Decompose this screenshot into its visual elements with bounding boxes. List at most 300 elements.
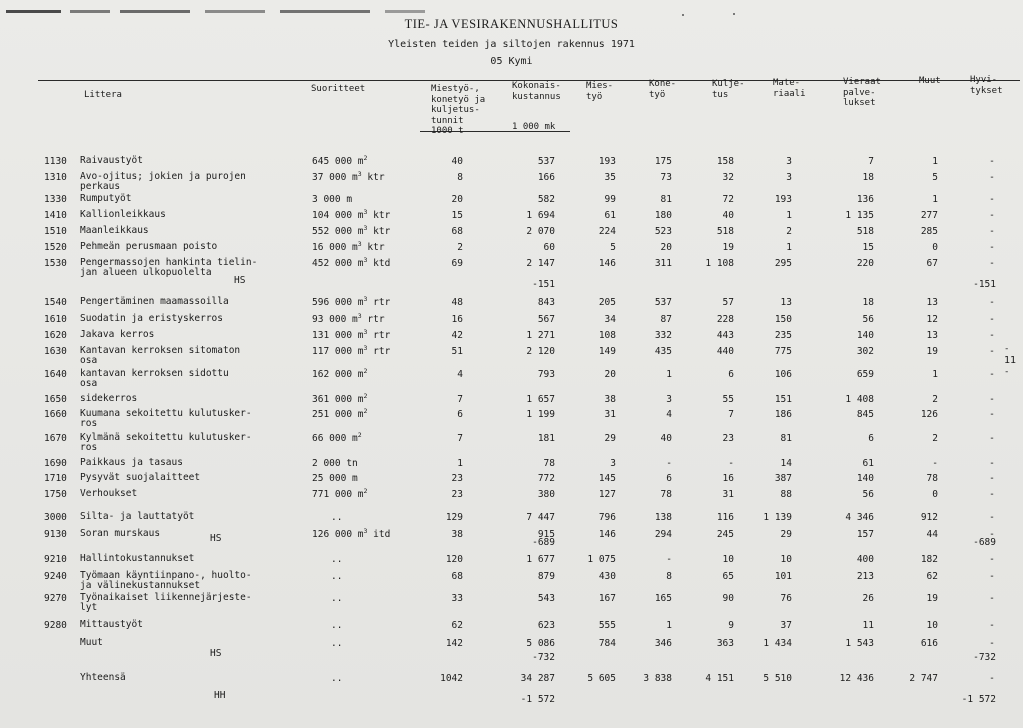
row-value-vie: 400 (856, 554, 874, 565)
row-value-kulj: 158 (716, 156, 734, 167)
row-value-muut: 0 (932, 242, 938, 253)
row-suorite: 37 000 $m^3$ ktr (312, 170, 385, 183)
row-value-hyv: - (989, 314, 995, 325)
row-value-hyv: - (989, 473, 995, 484)
row-name: Soran murskaus (80, 528, 161, 539)
row-value-kone: 40 (660, 433, 672, 444)
row-value-muut: 12 (926, 314, 938, 325)
row-value-hyv: - (989, 638, 995, 649)
row-code: 9270 (44, 593, 67, 604)
row-value-mat: 295 (774, 258, 792, 269)
column-header-hyvitykset: Hyvi- tykset (970, 75, 1003, 96)
row-value-hyv: - (989, 394, 995, 405)
row-value-kone: - (666, 458, 672, 469)
row-suorite: 162 000 $m^2$ (312, 367, 368, 380)
row-value-mat: 150 (774, 314, 792, 325)
row-value-mat: 193 (774, 194, 792, 205)
row-code: 1690 (44, 458, 67, 469)
row-value-muut: 5 (932, 172, 938, 183)
row-value-mies: 31 (604, 409, 616, 420)
row-value-muut: 2 (932, 394, 938, 405)
row-value-mty: 68 (451, 571, 463, 582)
row-value-muut: 2 747 (909, 673, 938, 684)
row-value-hyv: - (989, 620, 995, 631)
row-value-muut: 1 (932, 194, 938, 205)
row-value-vie: 845 (856, 409, 874, 420)
row-value-mies: 34 (604, 314, 616, 325)
row-suorite: 771 000 $m^2$ (312, 487, 368, 500)
row-value-mty: 4 (457, 369, 463, 380)
row-value-mies: 35 (604, 172, 616, 183)
row-code: 1540 (44, 297, 67, 308)
row-value-kulj: 440 (716, 346, 734, 357)
row-value-mat: 1 (786, 242, 792, 253)
row-value-muut: 0 (932, 489, 938, 500)
row-name: Pengertäminen maamassoilla (80, 296, 229, 307)
row-value-muut: 19 (926, 593, 938, 604)
row-value-kok: 879 (537, 571, 555, 582)
row-value-vie: 659 (856, 369, 874, 380)
row-value-mty: 7 (457, 433, 463, 444)
row-value-kulj: 116 (716, 512, 734, 523)
row-name: Kuumana sekoitettu kulutusker- ros (80, 408, 252, 429)
row-value-muut: 277 (920, 210, 938, 221)
row-value-mies: 1 075 (587, 554, 616, 565)
row-value-kok: 1 657 (526, 394, 555, 405)
row-name: Työmaan käyntiinpano-, huolto- ja välinekustannukset (80, 570, 252, 591)
row-value-muut: 1 (932, 369, 938, 380)
row-value-mty: 120 (445, 554, 463, 565)
row-value-hyv: - (989, 258, 995, 269)
row-value-kok: 60 (543, 242, 555, 253)
row-value-kok: -689 (532, 537, 555, 548)
row-suorite: .. (331, 620, 343, 631)
row-value-kok: 793 (537, 369, 555, 380)
row-value-hyv: -689 (973, 537, 996, 548)
row-value-kulj: 4 151 (705, 673, 734, 684)
row-value-kulj: 245 (716, 529, 734, 540)
row-value-vie: 6 (868, 433, 874, 444)
row-value-kulj: 7 (728, 409, 734, 420)
row-value-kulj: 228 (716, 314, 734, 325)
row-value-vie: 518 (856, 226, 874, 237)
row-value-vie: 18 (862, 172, 874, 183)
row-name: Paikkaus ja tasaus (80, 457, 183, 468)
row-value-mty: 68 (451, 226, 463, 237)
row-suorite: 3 000 m (312, 194, 353, 205)
column-header-konetyo: Kone- työ (649, 79, 677, 100)
row-suorite: 131 000 $m^3$ rtr (312, 328, 391, 341)
row-value-kok: 843 (537, 297, 555, 308)
row-value-hyv: - (989, 593, 995, 604)
row-value-mies: 784 (598, 638, 616, 649)
row-value-kok: 7 447 (526, 512, 555, 523)
row-value-muut: 10 (926, 620, 938, 631)
row-value-mies: 167 (598, 593, 616, 604)
row-value-mty: 15 (451, 210, 463, 221)
row-value-hyv: - (989, 226, 995, 237)
row-value-muut: 67 (926, 258, 938, 269)
row-value-mat: 81 (780, 433, 792, 444)
row-value-hyv: - (989, 489, 995, 500)
row-value-kok: 567 (537, 314, 555, 325)
row-value-mat: 151 (774, 394, 792, 405)
row-value-vie: 220 (856, 258, 874, 269)
row-value-mies: 5 (610, 242, 616, 253)
row-suorite: 126 000 $m^3$ itd (312, 527, 391, 540)
subtotal-marker: HS (210, 648, 222, 659)
row-suorite: .. (331, 554, 343, 565)
row-value-kone: 175 (654, 156, 672, 167)
row-value-kulj: 40 (722, 210, 734, 221)
row-value-mat: 3 (786, 172, 792, 183)
row-value-kone: 138 (654, 512, 672, 523)
row-value-kok: 34 287 (520, 673, 555, 684)
row-value-vie: 18 (862, 297, 874, 308)
row-value-mies: 193 (598, 156, 616, 167)
row-code: 1640 (44, 369, 67, 380)
row-value-kok: 181 (537, 433, 555, 444)
row-value-mies: 20 (604, 369, 616, 380)
row-value-vie: 302 (856, 346, 874, 357)
row-value-mies: 5 605 (587, 673, 616, 684)
row-value-mies: 145 (598, 473, 616, 484)
row-value-kok: 582 (537, 194, 555, 205)
row-value-mty: 23 (451, 473, 463, 484)
row-suorite: 16 000 $m^3$ ktr (312, 240, 385, 253)
row-value-mies: 29 (604, 433, 616, 444)
row-value-kok: 915 (537, 529, 555, 540)
row-value-mty: 33 (451, 593, 463, 604)
row-value-mty: 23 (451, 489, 463, 500)
row-code: 1610 (44, 314, 67, 325)
row-value-hyv: - (989, 297, 995, 308)
row-value-muut: 13 (926, 297, 938, 308)
row-value-mty: 20 (451, 194, 463, 205)
row-name: Avo-ojitus; jokien ja purojen perkaus (80, 171, 246, 192)
row-value-mies: 61 (604, 210, 616, 221)
row-value-hyv: - (989, 330, 995, 341)
row-value-kone: 3 838 (643, 673, 672, 684)
row-code: 1650 (44, 394, 67, 405)
row-value-kok: 78 (543, 458, 555, 469)
row-value-kok: 2 120 (526, 346, 555, 357)
row-value-muut: 285 (920, 226, 938, 237)
row-code: 9130 (44, 529, 67, 540)
row-value-muut: 78 (926, 473, 938, 484)
row-value-kulj: 9 (728, 620, 734, 631)
row-code: 1130 (44, 156, 67, 167)
row-value-mies: 108 (598, 330, 616, 341)
row-value-mies: 127 (598, 489, 616, 500)
column-header-kuljetus: Kulje- tus (712, 79, 745, 100)
row-value-vie: 61 (862, 458, 874, 469)
row-value-mat: 5 510 (763, 673, 792, 684)
row-name: Hallintokustannukset (80, 553, 195, 564)
row-value-mat: 387 (774, 473, 792, 484)
row-value-mat: 3 (786, 156, 792, 167)
row-value-kulj: 10 (722, 554, 734, 565)
row-value-kulj: 57 (722, 297, 734, 308)
row-value-hyv: - (989, 458, 995, 469)
row-value-mies: 146 (598, 529, 616, 540)
row-value-mty: 1042 (440, 673, 463, 684)
row-value-mies: 99 (604, 194, 616, 205)
row-value-mty: 51 (451, 346, 463, 357)
row-value-kulj: 363 (716, 638, 734, 649)
row-code: 1410 (44, 210, 67, 221)
row-value-vie: 12 436 (839, 673, 874, 684)
row-value-kone: 6 (666, 473, 672, 484)
row-name: Kantavan kerroksen sitomaton osa (80, 345, 241, 366)
subtotal-marker: HS (234, 275, 246, 286)
row-value-kone: - (666, 554, 672, 565)
row-value-mies: 430 (598, 571, 616, 582)
row-value-vie: 1 408 (845, 394, 874, 405)
row-value-kok: 543 (537, 593, 555, 604)
report-subtitle: Yleisten teiden ja siltojen rakennus 1971 (388, 39, 635, 50)
row-value-muut: - (932, 458, 938, 469)
row-value-mat: 1 (786, 210, 792, 221)
column-header-suoritteet: Suoritteet (311, 84, 366, 94)
row-value-muut: 13 (926, 330, 938, 341)
row-value-mat: 101 (774, 571, 792, 582)
row-value-kulj: 443 (716, 330, 734, 341)
row-suorite: 93 000 $m^3$ rtr (312, 312, 385, 325)
row-value-mat: 186 (774, 409, 792, 420)
row-name: Työnaikaiset liikennejärjeste- lyt (80, 592, 252, 613)
column-header-vieraat-palvelukset: Vieraat palve- lukset (843, 77, 881, 108)
row-value-kok: -1 572 (520, 694, 555, 705)
row-value-vie: 213 (856, 571, 874, 582)
row-suorite: 104 000 $m^3$ ktr (312, 208, 391, 221)
row-value-kulj: 19 (722, 242, 734, 253)
row-value-hyv: -1 572 (961, 694, 996, 705)
row-code: 9280 (44, 620, 67, 631)
row-value-kok: 537 (537, 156, 555, 167)
row-value-kok: 1 271 (526, 330, 555, 341)
row-value-kok: 2 147 (526, 258, 555, 269)
row-value-vie: 140 (856, 473, 874, 484)
row-value-kone: 81 (660, 194, 672, 205)
row-value-mty: 42 (451, 330, 463, 341)
row-value-mty: 38 (451, 529, 463, 540)
row-value-kone: 346 (654, 638, 672, 649)
row-name: Pehmeän perusmaan poisto (80, 241, 218, 252)
row-value-kok: 2 070 (526, 226, 555, 237)
row-suorite: 66 000 $m^2$ (312, 431, 362, 444)
row-suorite: 251 000 $m^2$ (312, 407, 368, 420)
row-suorite: .. (331, 638, 343, 649)
row-value-mat: 76 (780, 593, 792, 604)
row-suorite: 552 000 $m^3$ ktr (312, 224, 391, 237)
row-name: kantavan kerroksen sidottu osa (80, 368, 229, 389)
row-value-hyv: - (989, 529, 995, 540)
row-suorite: 645 000 $m^2$ (312, 154, 368, 167)
row-value-kok: 772 (537, 473, 555, 484)
row-value-kone: 180 (654, 210, 672, 221)
row-value-kone: 4 (666, 409, 672, 420)
row-value-kulj: 90 (722, 593, 734, 604)
column-header-muut: Muut (919, 76, 941, 86)
row-name: Yhteensä (80, 672, 126, 683)
row-code: 1750 (44, 489, 67, 500)
row-code: 9240 (44, 571, 67, 582)
row-value-hyv: -732 (973, 652, 996, 663)
row-value-mat: 88 (780, 489, 792, 500)
subtotal-marker: HH (214, 690, 226, 701)
row-value-muut: 126 (920, 409, 938, 420)
row-suorite: 361 000 $m^2$ (312, 392, 368, 405)
row-value-hyv: - (989, 369, 995, 380)
row-suorite: 117 000 $m^3$ rtr (312, 344, 391, 357)
row-value-mat: 775 (774, 346, 792, 357)
row-value-kone: 1 (666, 369, 672, 380)
row-name: Rumputyöt (80, 193, 132, 204)
row-value-mat: 235 (774, 330, 792, 341)
row-value-kulj: 32 (722, 172, 734, 183)
row-name: Pysyvät suojalaitteet (80, 472, 201, 483)
row-value-hyv: - (989, 673, 995, 684)
row-value-mty: 62 (451, 620, 463, 631)
row-suorite: 25 000 m (312, 473, 358, 484)
row-name: Silta- ja lauttatyöt (80, 511, 195, 522)
row-value-mat: 1 139 (763, 512, 792, 523)
row-value-muut: 616 (920, 638, 938, 649)
row-value-vie: 136 (856, 194, 874, 205)
row-code: 1520 (44, 242, 67, 253)
agency-title: TIE- JA VESIRAKENNUSHALLITUS (404, 17, 619, 31)
row-value-mat: 37 (780, 620, 792, 631)
row-value-mty: 6 (457, 409, 463, 420)
row-value-hyv: -151 (973, 279, 996, 290)
row-value-vie: 56 (862, 314, 874, 325)
row-value-muut: 19 (926, 346, 938, 357)
column-header-miestyo: Mies- työ (586, 81, 614, 102)
scan-edge-marks (0, 0, 1023, 14)
row-value-kok: 380 (537, 489, 555, 500)
row-code: 1630 (44, 346, 67, 357)
row-value-hyv: - (989, 194, 995, 205)
row-value-mies: 205 (598, 297, 616, 308)
row-name: Suodatin ja eristyskerros (80, 313, 223, 324)
row-value-kone: 73 (660, 172, 672, 183)
row-value-mies: 38 (604, 394, 616, 405)
row-value-mat: 14 (780, 458, 792, 469)
column-header-littera: Littera (84, 90, 122, 100)
row-value-mty: 7 (457, 394, 463, 405)
row-value-kone: 87 (660, 314, 672, 325)
row-value-mat: 106 (774, 369, 792, 380)
row-value-hyv: - (989, 172, 995, 183)
row-value-kok: 166 (537, 172, 555, 183)
row-value-hyv: - (989, 512, 995, 523)
row-value-mies: 146 (598, 258, 616, 269)
row-value-mat: 29 (780, 529, 792, 540)
row-value-kone: 78 (660, 489, 672, 500)
row-value-kulj: 16 (722, 473, 734, 484)
row-name: Verhoukset (80, 488, 138, 499)
row-suorite: .. (331, 593, 343, 604)
row-value-mat: 10 (780, 554, 792, 565)
row-value-kulj: - (728, 458, 734, 469)
row-value-hyv: - (989, 409, 995, 420)
column-header-materiaali: Mate- riaali (773, 78, 806, 99)
row-value-kulj: 55 (722, 394, 734, 405)
row-suorite: 452 000 $m^3$ ktd (312, 256, 391, 269)
row-value-kone: 311 (654, 258, 672, 269)
row-value-vie: 140 (856, 330, 874, 341)
column-header-unit-1000mk: 1 000 mk (512, 122, 556, 132)
row-value-kulj: 31 (722, 489, 734, 500)
row-value-vie: 4 346 (845, 512, 874, 523)
row-value-kulj: 518 (716, 226, 734, 237)
row-value-vie: 56 (862, 489, 874, 500)
row-value-vie: 26 (862, 593, 874, 604)
row-code: 1710 (44, 473, 67, 484)
column-header-tunnit: Miestyö-, konetyö ja kuljetus- tunnit 1000 t (431, 84, 486, 136)
row-value-hyv: - (989, 433, 995, 444)
row-value-kone: 20 (660, 242, 672, 253)
row-value-kok: 623 (537, 620, 555, 631)
row-code: 3000 (44, 512, 67, 523)
row-value-kone: 3 (666, 394, 672, 405)
row-name: Maanleikkaus (80, 225, 149, 236)
row-value-mat: 1 434 (763, 638, 792, 649)
row-value-mty: 2 (457, 242, 463, 253)
row-value-kulj: 72 (722, 194, 734, 205)
row-value-kone: 165 (654, 593, 672, 604)
row-name: Muut (80, 637, 103, 648)
row-value-mies: 555 (598, 620, 616, 631)
row-code: 1310 (44, 172, 67, 183)
row-suorite: .. (331, 512, 343, 523)
row-suorite: 2 000 tn (312, 458, 358, 469)
row-value-vie: 1 543 (845, 638, 874, 649)
row-code: 1620 (44, 330, 67, 341)
row-suorite: .. (331, 571, 343, 582)
row-name: Kylmänä sekoitettu kulutusker- ros (80, 432, 252, 453)
row-value-kone: 332 (654, 330, 672, 341)
row-name: Pengermassojen hankinta tielin- jan alueen ulkopuolelta (80, 257, 258, 278)
row-value-hyv: - (989, 554, 995, 565)
row-value-mty: 129 (445, 512, 463, 523)
row-value-mty: 8 (457, 172, 463, 183)
row-value-muut: 62 (926, 571, 938, 582)
row-value-muut: 912 (920, 512, 938, 523)
row-value-mat: 2 (786, 226, 792, 237)
row-value-mty: 1 (457, 458, 463, 469)
row-value-muut: 2 (932, 433, 938, 444)
row-name: sidekerros (80, 393, 138, 404)
district-label: 05 Kymi (490, 56, 533, 67)
row-value-mty: 48 (451, 297, 463, 308)
row-value-vie: 7 (868, 156, 874, 167)
row-value-muut: 44 (926, 529, 938, 540)
row-value-mty: 69 (451, 258, 463, 269)
row-value-muut: 1 (932, 156, 938, 167)
row-value-mty: 16 (451, 314, 463, 325)
row-value-mty: 40 (451, 156, 463, 167)
row-value-kok: 1 677 (526, 554, 555, 565)
row-suorite: .. (331, 673, 343, 684)
row-suorite: 596 000 $m^3$ rtr (312, 295, 391, 308)
row-code: 1330 (44, 194, 67, 205)
row-value-hyv: - (989, 242, 995, 253)
row-code: 1660 (44, 409, 67, 420)
row-value-muut: 182 (920, 554, 938, 565)
row-name: Kallionleikkaus (80, 209, 166, 220)
